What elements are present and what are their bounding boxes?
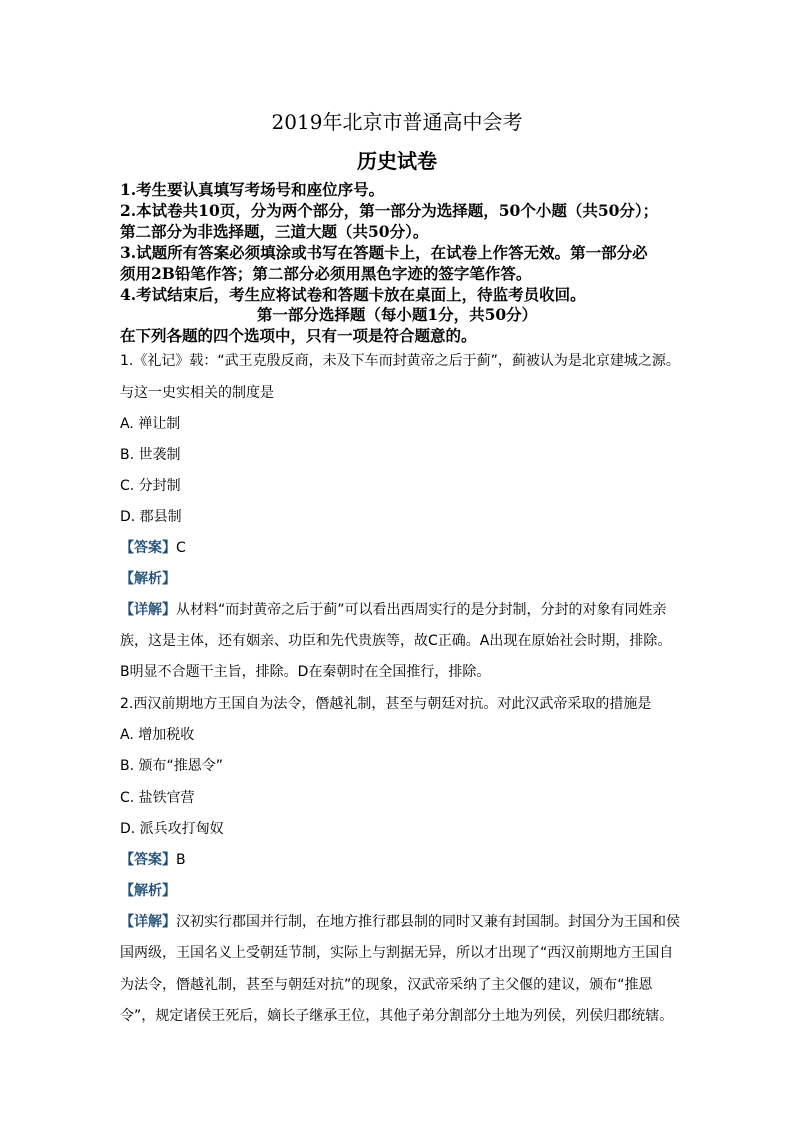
answer-label: 【答案】: [120, 540, 176, 556]
question-1-option-c: C. 分封制: [120, 478, 181, 494]
detail-label: 【详解】: [120, 914, 176, 930]
instruction-line: 须用2B铅笔作答；第二部分必须用黑色字迹的签字笔作答。: [120, 264, 532, 283]
question-1-option-b: B. 世袭制: [120, 447, 181, 463]
answer-value: C: [176, 540, 186, 556]
section-heading: 第一部分选择题（每小题1分，共50分）: [256, 305, 538, 324]
question-2-detail: 令”，规定诸侯王死后，嫡长子继承王位，其他子弟分割部分土地为列侯，列侯归郡统辖。: [120, 1008, 674, 1024]
analysis-label: 【解析】: [120, 883, 176, 899]
section-instruction: 在下列各题的四个选项中，只有一项是符合题意的。: [120, 326, 477, 345]
question-1-stem: 1.《礼记》载：“武王克殷反商，未及下车而封黄帝之后于蓟”，蓟被认为是北京建城之源。: [120, 353, 680, 369]
question-1-option-d: D. 郡县制: [120, 509, 182, 525]
detail-text: 汉初实行郡国并行制，在地方推行郡县制的同时又兼有封国制。封国分为王国和侯: [176, 914, 680, 930]
question-1-stem: 与这一史实相关的制度是: [120, 385, 274, 401]
answer-value: B: [176, 852, 186, 868]
question-1-detail: 族，这是主体，还有姻亲、功臣和先代贵族等，故C正确。A出现在原始社会时期，排除。: [120, 633, 672, 649]
instruction-line: 3.试题所有答案必须填涂或书写在答题卡上，在试卷上作答无效。第一部分必: [120, 243, 648, 262]
exam-subtitle: 历史试卷: [357, 149, 437, 173]
answer-label: 【答案】: [120, 852, 176, 868]
question-1-detail: [120, 601, 667, 619]
question-2-option-b: B. 颁布“推恩令”: [120, 758, 224, 774]
question-2-stem: 2.西汉前期地方王国自为法令，僭越礼制，甚至与朝廷对抗。对此汉武帝采取的措施是: [120, 696, 652, 712]
instruction-line: 2.本试卷共10页，分为两个部分，第一部分为选择题，50个小题（共50分）；: [120, 201, 659, 220]
instruction-line: 1.考生要认真填写考场号和座位序号。: [120, 180, 385, 199]
question-2-option-c: C. 盐铁官营: [120, 790, 195, 806]
question-2-option-d: D. 派兵攻打匈奴: [120, 821, 224, 837]
exam-title: 2019年北京市普通高中会考: [271, 110, 523, 134]
question-2-option-a: A. 增加税收: [120, 727, 195, 743]
instruction-line: 第二部分为非选择题，三道大题（共50分）。: [120, 222, 429, 241]
detail-label: 【详解】: [120, 602, 176, 618]
question-2-answer: [120, 851, 186, 869]
detail-text: 从材料“而封黄帝之后于蓟”可以看出西周实行的是分封制，分封的对象有同姓亲: [176, 602, 667, 618]
question-1-detail: B明显不合题干主旨，排除。D在秦朝时在全国推行，排除。: [120, 664, 491, 680]
instruction-line: 4.考试结束后，考生应将试卷和答题卡放在桌面上，待监考员收回。: [120, 285, 586, 304]
question-2-analysis: [120, 882, 176, 900]
question-1-answer: [120, 539, 186, 557]
question-1-option-a: A. 禅让制: [120, 416, 181, 432]
question-2-detail: 国两级，王国名义上受朝廷节制，实际上与割据无异，所以才出现了“西汉前期地方王国自: [120, 945, 674, 961]
question-2-detail: [120, 913, 680, 931]
analysis-label: 【解析】: [120, 571, 176, 587]
question-2-detail: 为法令，僭越礼制，甚至与朝廷对抗”的现象，汉武帝采纳了主父偃的建议，颁布“推恩: [120, 977, 653, 993]
question-1-analysis: [120, 570, 176, 588]
